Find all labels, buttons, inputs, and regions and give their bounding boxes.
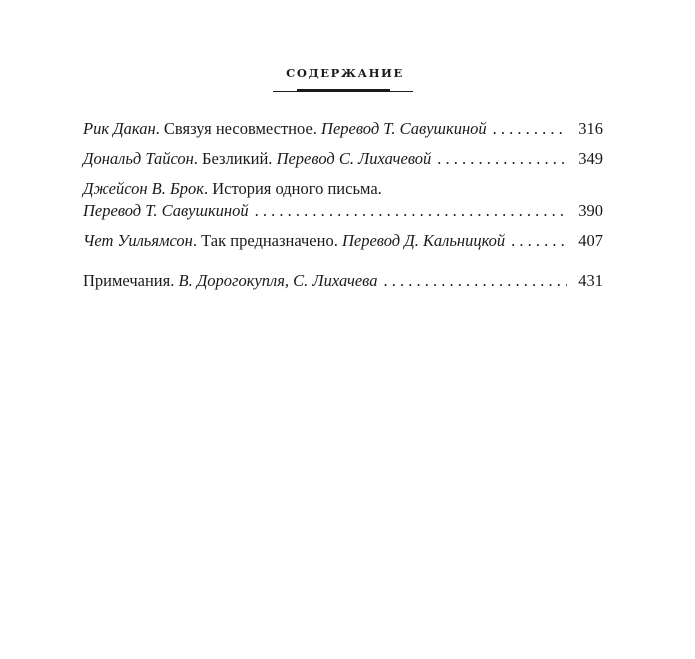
toc-line [83, 270, 603, 292]
toc-author: Джейсон В. Брок [83, 179, 204, 198]
toc-line [83, 148, 603, 170]
toc-text [83, 148, 431, 170]
toc-separator: . [155, 119, 160, 138]
toc-leader-dots [493, 118, 567, 140]
toc-title: Так предназначено. [201, 231, 338, 250]
toc-line [83, 230, 603, 252]
table-of-contents [83, 118, 603, 292]
toc-page-number: 316 [578, 119, 603, 138]
toc-leader-dots [511, 230, 567, 252]
contents-heading: СОДЕРЖАНИЕ [286, 66, 404, 80]
toc-author: Рик Дакан [83, 119, 156, 138]
toc-translator: Перевод Д. Кальницкой [341, 231, 506, 250]
toc-leader-dots [255, 200, 567, 222]
toc-notes-label: Примечания. [83, 271, 175, 290]
toc-text [83, 118, 487, 140]
toc-author: Дональд Тайсон [83, 149, 194, 168]
toc-text [83, 270, 377, 292]
toc-translator: Перевод С. Лихачевой [276, 149, 432, 168]
toc-leader-dots [437, 148, 567, 170]
toc-entry [83, 178, 603, 222]
toc-page-number: 390 [578, 201, 603, 220]
toc-author: Чет Уильямсон [83, 231, 193, 250]
toc-line [83, 200, 603, 222]
toc-page-number: 349 [578, 149, 603, 168]
toc-notes-authors: В. Дорогокупля, С. Лихачева [178, 271, 378, 290]
toc-translator: Перевод Т. Савушкиной [83, 201, 249, 220]
toc-separator: . [193, 149, 198, 168]
toc-text [83, 230, 505, 252]
toc-line [83, 118, 603, 140]
toc-separator: . [192, 231, 197, 250]
toc-page-number: 407 [578, 231, 603, 250]
heading-rule-thick [297, 89, 390, 92]
toc-separator: . [203, 179, 209, 198]
toc-title: Безликий. [202, 149, 273, 168]
toc-text [83, 178, 382, 200]
toc-entry [83, 118, 603, 140]
toc-entry [83, 148, 603, 170]
toc-leader-dots [383, 270, 567, 292]
toc-page-number: 431 [578, 271, 603, 290]
toc-entry [83, 230, 603, 252]
toc-title: История одного письма. [212, 179, 382, 198]
toc-translator: Перевод Т. Савушкиной [321, 119, 487, 138]
toc-entry-notes [83, 270, 603, 292]
toc-title: Связуя несовместное. [163, 119, 317, 138]
toc-line [83, 178, 603, 200]
